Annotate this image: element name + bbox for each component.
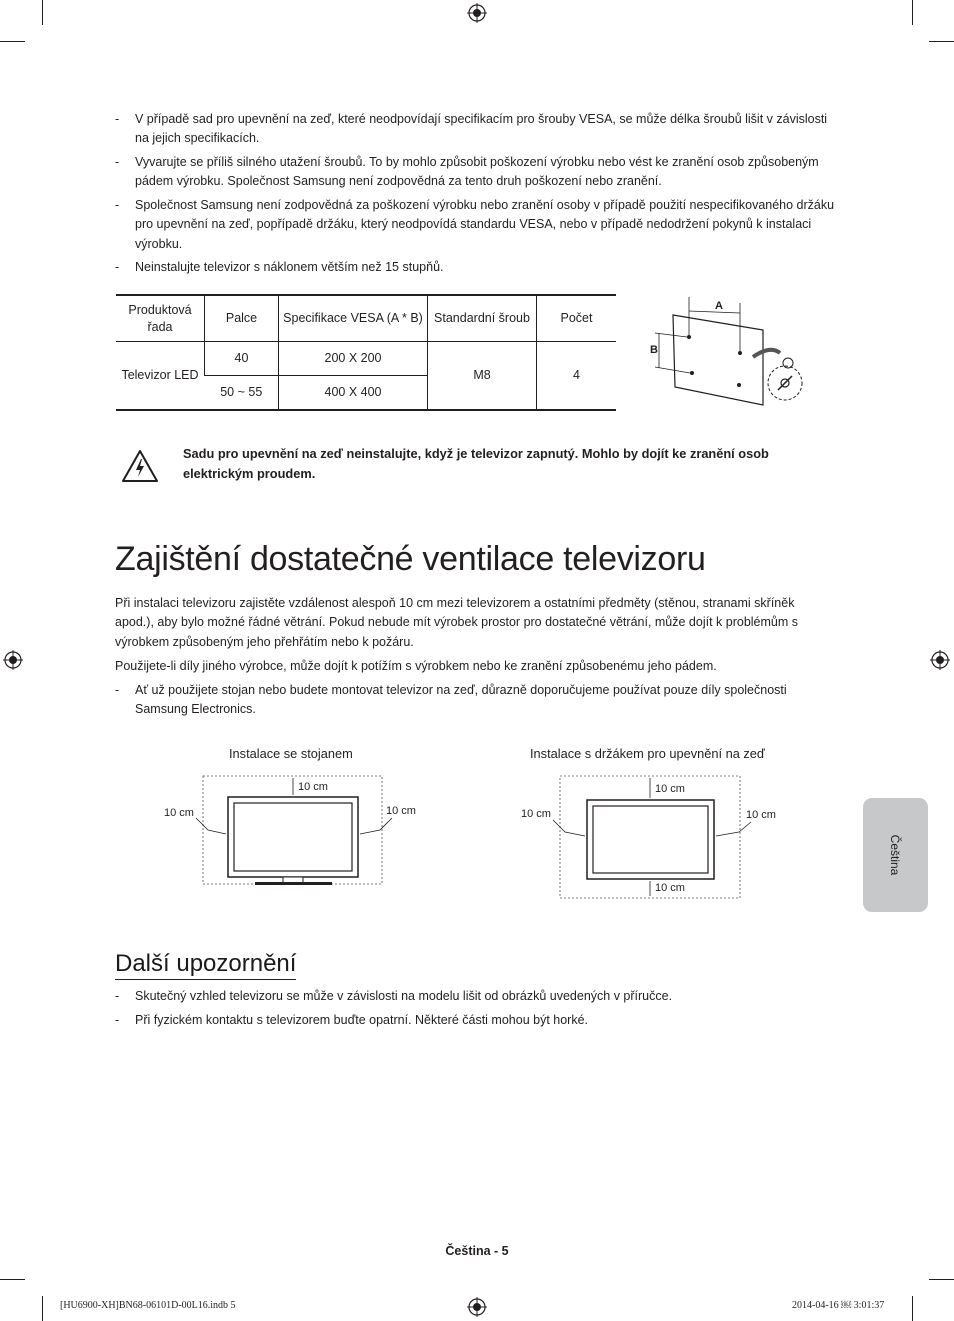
vesa-spec-table <box>116 294 616 411</box>
print-slug-left: [HU6900-XH]BN68-06101D-00L16.indb 5 <box>60 1300 236 1311</box>
warning-text: Sadu pro upevnění na zeď neinstalujte, když je televizor zapnutý. Mohlo by dojít ke zranění osob elektrickým proudem. <box>183 446 769 481</box>
vesa-label-b: B <box>650 344 658 356</box>
stand-right-gap: 10 cm <box>386 805 416 817</box>
bullet-dash: - <box>115 1013 120 1027</box>
table-cell-screw: M8 <box>428 342 537 411</box>
wall-right-gap: 10 cm <box>746 809 776 821</box>
list-item <box>115 1011 835 1030</box>
wall-bottom-gap: 10 cm <box>655 882 685 894</box>
registration-mark-icon <box>467 3 487 23</box>
list-item <box>115 681 835 720</box>
table-header-cell: Palce <box>205 295 279 342</box>
bullet-text: Ať už použijete stojan nebo budete montovat televizor na zeď, důrazně doporučujeme používat pouze díly společnosti Samsung Electronics. <box>135 683 787 717</box>
bullet-text: V případě sad pro upevnění na zeď, které neodpovídají specifikacím pro šrouby VESA, se může délka šroubů lišit v závislosti na jejich specifikacích. <box>135 112 828 146</box>
page-number: Čeština - 5 <box>445 1244 509 1258</box>
bullet-text: Společnost Samsung není zodpovědná za poškození výrobku nebo zranění osoby v případě použití nespecifikovaného držáku pro upevnění na zeď, popřípadě držáku, který neodpovídá standardu VESA, nebo v případě nedodržení pokynů k instalaci výrobku. <box>135 198 835 251</box>
language-tab-label: Čeština <box>888 834 902 876</box>
bullet-text: Vyvarujte se příliš silného utažení šroubů. To by mohlo způsobit poškození výrobku nebo vést ke zranění osob způsobeným pádem výrobku. Společnost Samsung není zodpovědná za tento druh poškození nebo zranění. <box>135 155 819 189</box>
bullet-dash: - <box>115 155 120 169</box>
table-header-cell: Počet <box>537 295 617 342</box>
registration-mark-icon <box>467 1297 487 1317</box>
stand-top-gap: 10 cm <box>298 781 328 793</box>
table-header-cell: Specifikace VESA (A * B) <box>279 295 428 342</box>
bullet-dash: - <box>115 112 120 126</box>
list-item <box>115 258 835 277</box>
subsection-title: Další upozornění <box>115 950 296 980</box>
crop-mark <box>912 0 913 25</box>
paragraph: Použijete-li díly jiného výrobce, může dojít k potížím s výrobkem nebo ke zranění způsobenému jeho pádem. <box>115 659 717 673</box>
table-row <box>116 342 616 376</box>
bullet-dash: - <box>115 989 120 1003</box>
bullet-dash: - <box>115 683 120 697</box>
wall-left-gap: 10 cm <box>521 808 551 820</box>
list-item <box>115 110 835 149</box>
registration-mark-icon <box>930 650 950 670</box>
table-cell-inches: 50 ~ 55 <box>205 376 279 411</box>
table-cell-product: Televizor LED <box>116 342 205 411</box>
bullet-text: Při fyzickém kontaktu s televizorem buďte opatrní. Některé části mohou být horké. <box>135 1013 589 1027</box>
crop-mark <box>929 41 954 42</box>
table-cell-count: 4 <box>537 342 617 411</box>
wall-installation-diagram <box>515 770 785 900</box>
print-slug-right: 2014-04-16 ￼ 3:01:37 <box>792 1300 885 1311</box>
table-cell-vesa: 200 X 200 <box>279 342 428 376</box>
list-item <box>115 153 835 192</box>
table-cell-vesa: 400 X 400 <box>279 376 428 411</box>
crop-mark <box>42 0 43 25</box>
electric-shock-warning-icon <box>121 449 159 483</box>
bullet-text: Skutečný vzhled televizoru se může v závislosti na modelu lišit od obrázků uvedených v příručce. <box>135 989 673 1003</box>
crop-mark <box>912 1296 913 1321</box>
crop-mark <box>0 41 25 42</box>
stand-installation-diagram <box>160 770 430 890</box>
paragraph: Při instalaci televizoru zajistěte vzdálenost alespoň 10 cm mezi televizorem a ostatními předměty (stěnou, stranami skříněk apod.), aby bylo možné řádné větrání. Pokud nebude mít výrobek prostor pro dostatečné větrání, může dojít k problémům s výrobkem způsobeným jeho přehřátím nebo k požáru. <box>115 596 799 649</box>
language-tab <box>863 798 928 912</box>
section-title: Zajištění dostatečné ventilace televizoru <box>115 540 706 578</box>
vesa-mount-diagram <box>645 295 810 410</box>
wall-top-gap: 10 cm <box>655 783 685 795</box>
crop-mark <box>42 1296 43 1321</box>
bullet-dash: - <box>115 198 120 212</box>
stand-diagram-title: Instalace se stojanem <box>229 746 353 761</box>
stand-left-gap: 10 cm <box>164 807 194 819</box>
table-cell-inches: 40 <box>205 342 279 376</box>
crop-mark <box>929 1279 954 1280</box>
list-item <box>115 987 835 1006</box>
list-item <box>115 196 835 254</box>
table-header-cell: Standardní šroub <box>428 295 537 342</box>
registration-mark-icon <box>3 650 23 670</box>
bullet-dash: - <box>115 260 120 274</box>
vesa-label-a: A <box>715 300 723 312</box>
bullet-text: Neinstalujte televizor s náklonem větším než 15 stupňů. <box>135 260 444 274</box>
table-header-row <box>116 295 616 342</box>
table-header-cell: Produktová řada <box>116 295 205 342</box>
crop-mark <box>0 1279 25 1280</box>
wall-diagram-title: Instalace s držákem pro upevnění na zeď <box>530 746 765 761</box>
